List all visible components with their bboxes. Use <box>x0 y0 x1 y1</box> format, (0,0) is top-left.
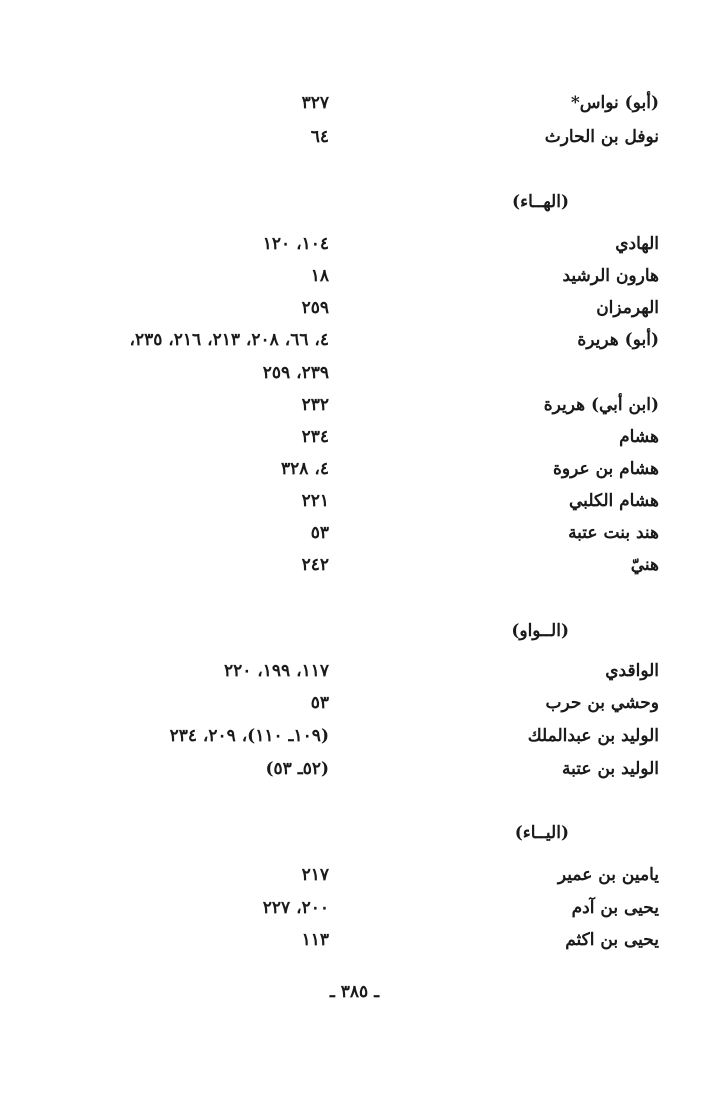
entry-name: الهرمزان <box>596 298 659 318</box>
entry-name: (أبو) هريرة <box>577 330 659 350</box>
entry-pages: ٥٣ <box>310 523 329 543</box>
entry-name: الوليد بن عبدالملك <box>527 726 659 746</box>
entry-name: هشام بن عروة <box>553 459 659 479</box>
entry-pages: ٢٣٩، ٢٥٩ <box>262 363 329 383</box>
entry-pages: ٢٤٢ <box>301 555 329 575</box>
entry-pages: ٢١٧ <box>301 865 329 885</box>
entry-name: الهادي <box>615 234 659 254</box>
entry-name: (أبو) نواس* <box>570 93 659 113</box>
entry-pages: ٥٣ <box>310 693 329 713</box>
section-heading-waw: (الــواو) <box>511 621 569 641</box>
entry-name: الوليد بن عتبة <box>562 759 659 779</box>
entry-pages: (١٠٩ـ ١١٠)، ٢٠٩، ٢٣٤ <box>169 726 329 746</box>
entry-pages: ٢٣٤ <box>301 427 329 447</box>
entry-pages: ٦٤ <box>310 127 329 147</box>
entry-name: يحيى بن آدم <box>571 898 659 918</box>
page-number: ـ ٣٨٥ ـ <box>329 982 380 1002</box>
entry-pages: ١٨ <box>310 266 329 286</box>
entry-name: يحيى بن اكثم <box>565 930 659 950</box>
entry-pages: (٥٢ـ ٥٣) <box>265 759 329 779</box>
entry-pages: ٤، ٣٢٨ <box>281 459 329 479</box>
entry-name: وحشي بن حرب <box>545 693 659 713</box>
entry-name: الواقدي <box>605 661 659 681</box>
entry-name: نوفل بن الحارث <box>544 127 659 147</box>
entry-pages: ٢٣٢ <box>301 395 329 415</box>
section-heading-ha: (الهــاء) <box>512 192 569 212</box>
section-heading-ya: (اليــاء) <box>514 823 569 843</box>
entry-pages: ١١٧، ١٩٩، ٢٢٠ <box>223 661 329 681</box>
entry-pages: ٤، ٦٦، ٢٠٨، ٢١٣، ٢١٦، ٢٣٥، <box>129 330 329 350</box>
entry-pages: ٣٢٧ <box>301 93 329 113</box>
entry-pages: ٢٠٠، ٢٢٧ <box>262 898 329 918</box>
entry-name: هند بنت عتبة <box>568 523 659 543</box>
entry-name: هنيّ <box>630 555 659 575</box>
entry-name: هارون الرشيد <box>562 266 659 286</box>
entry-name: (ابن أبي) هريرة <box>543 395 659 415</box>
entry-pages: ١٠٤، ١٢٠ <box>262 234 329 254</box>
entry-name: هشام <box>619 427 659 447</box>
entry-pages: ٢٥٩ <box>301 298 329 318</box>
entry-name: هشام الكلبي <box>569 491 659 511</box>
entry-pages: ١١٣ <box>301 930 329 950</box>
entry-name: يامين بن عمير <box>557 865 659 885</box>
entry-pages: ٢٢١ <box>301 491 329 511</box>
